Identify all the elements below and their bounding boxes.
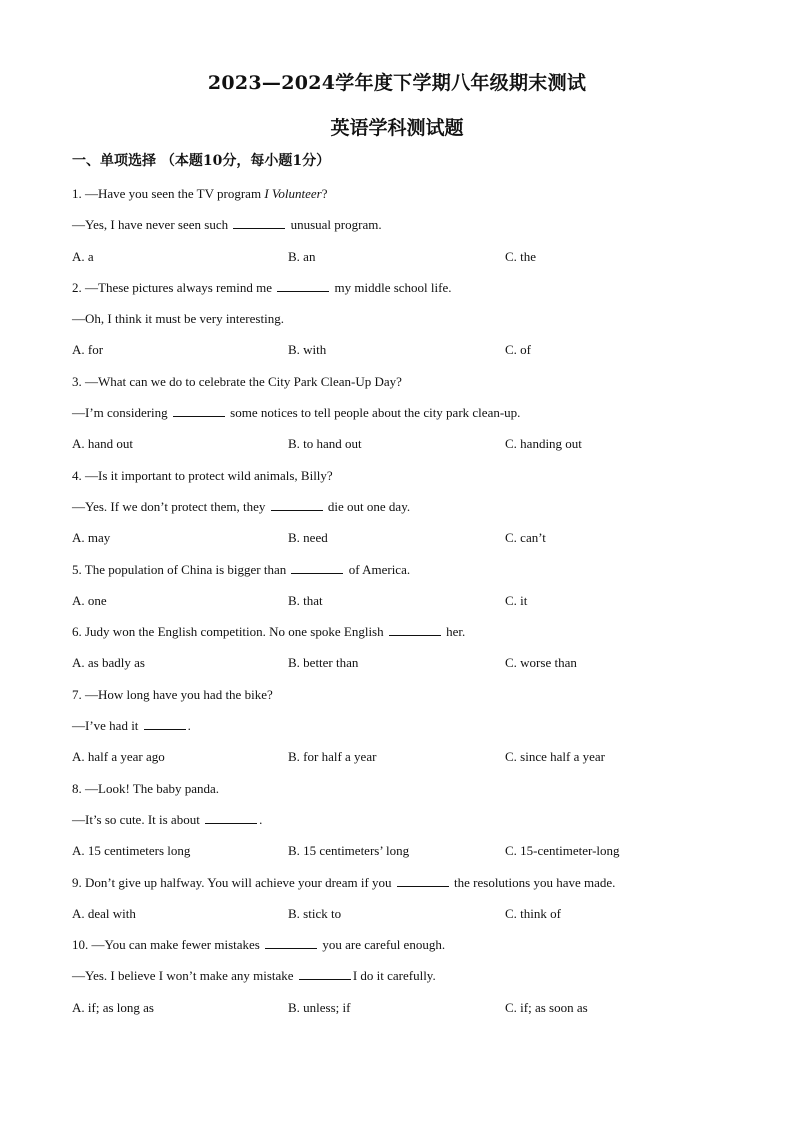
option-b: B. 15 centimeters’ long — [288, 843, 410, 859]
option-c: C. can’t — [505, 530, 546, 546]
answer-options — [72, 241, 732, 272]
question-text: —I’ve had it — [72, 718, 142, 734]
option-c: C. think of — [505, 905, 561, 921]
question-line — [72, 960, 732, 991]
question-line — [72, 554, 732, 585]
question-line — [72, 272, 732, 303]
question-text: 3. —What can we do to celebrate the City Park Clean-Up Day? — [72, 373, 402, 389]
answer-options — [72, 334, 732, 365]
answer-options — [72, 522, 732, 553]
option-c: C. the — [505, 248, 537, 264]
question-text: 4. —Is it important to protect wild animals, Billy? — [72, 467, 333, 483]
question-text: —Oh, I think it must be very interesting. — [72, 311, 284, 327]
option-a: A. one — [72, 592, 107, 608]
question-line — [72, 679, 732, 710]
question-4 — [72, 460, 732, 554]
question-text: 2. —These pictures always remind me — [72, 279, 276, 295]
option-a: A. hand out — [72, 436, 134, 452]
answer-options — [72, 585, 732, 616]
option-b: B. with — [288, 342, 327, 358]
answer-blank — [271, 498, 323, 511]
question-text: —I’m considering — [72, 405, 171, 421]
question-text: my middle school life. — [331, 279, 452, 295]
option-a: A. if; as long as — [72, 999, 154, 1015]
answer-blank — [144, 717, 186, 730]
question-text: ? — [321, 186, 328, 201]
answer-blank — [299, 967, 351, 980]
question-line — [72, 397, 732, 428]
question-line — [72, 929, 732, 960]
answer-options — [72, 898, 732, 929]
option-c: C. handing out — [505, 436, 582, 452]
question-text: —Yes. I believe I won’t make any mistake — [72, 968, 297, 984]
option-b: B. an — [288, 248, 316, 264]
option-b: B. for half a year — [288, 749, 377, 765]
option-a: A. half a year ago — [72, 749, 165, 765]
answer-blank — [277, 279, 329, 292]
option-b: B. that — [288, 592, 323, 608]
option-c: C. since half a year — [505, 749, 605, 765]
question-text: I do it carefully. — [352, 968, 436, 984]
exam-subtitle: 英语学科测试题 — [330, 117, 464, 139]
option-a: A. deal with — [72, 905, 136, 921]
question-3 — [72, 366, 732, 460]
option-b: B. unless; if — [288, 999, 351, 1015]
option-b: B. to hand out — [288, 436, 362, 452]
question-5 — [72, 554, 732, 617]
program-title: I Volunteer — [264, 186, 322, 201]
option-a: A. may — [72, 530, 111, 546]
question-text: 6. Judy won the English competition. No one spoke English — [72, 624, 387, 640]
question-8 — [72, 773, 732, 867]
answer-blank — [233, 216, 285, 229]
option-a: A. a — [72, 248, 94, 264]
question-text: . — [259, 811, 263, 827]
answer-blank — [173, 404, 225, 417]
question-1 — [72, 178, 732, 272]
question-text: die out one day. — [324, 498, 411, 514]
question-10 — [72, 929, 732, 1023]
question-text: some notices to tell people about the city park clean-up. — [226, 405, 521, 421]
question-2 — [72, 272, 732, 366]
question-text: 1. —Have you seen the TV program — [72, 186, 265, 201]
question-text: 5. The population of China is bigger than — [72, 561, 290, 577]
question-text: of America. — [345, 561, 411, 577]
answer-options — [72, 741, 732, 772]
question-7 — [72, 679, 732, 773]
question-line — [72, 773, 732, 804]
answer-blank — [291, 561, 343, 574]
exam-title: 2023—2024学年度下学期八年级期末测试 — [207, 72, 587, 94]
question-line — [72, 867, 732, 898]
question-text: her. — [442, 624, 466, 640]
option-c: C. 15-centimeter-long — [505, 843, 620, 859]
answer-options — [72, 647, 732, 678]
question-line — [72, 616, 732, 647]
question-text: 7. —How long have you had the bike? — [72, 686, 273, 702]
question-text: 9. Don’t give up halfway. You will achieve your dream if you — [72, 874, 395, 890]
answer-blank — [265, 936, 317, 949]
question-line — [72, 303, 732, 334]
answer-options — [72, 992, 732, 1023]
question-text: 10. —You can make fewer mistakes — [72, 937, 264, 953]
question-6 — [72, 616, 732, 679]
answer-blank — [389, 623, 441, 636]
question-text: unusual program. — [287, 217, 382, 233]
question-line — [72, 710, 732, 741]
question-line — [72, 491, 732, 522]
question-line — [72, 804, 732, 835]
option-a: A. as badly as — [72, 655, 145, 671]
question-text: the resolutions you have made. — [450, 874, 616, 890]
question-line — [72, 209, 732, 240]
question-text: . — [187, 718, 191, 734]
option-b: B. stick to — [288, 905, 342, 921]
answer-options — [72, 428, 732, 459]
question-line — [72, 366, 732, 397]
option-b: B. need — [288, 530, 328, 546]
section-heading: 一、单项选择 （本题10分，每小题1分） — [72, 153, 331, 169]
question-line — [72, 460, 732, 491]
question-text: —Yes. If we don’t protect them, they — [72, 498, 269, 514]
question-9 — [72, 867, 732, 930]
option-c: C. worse than — [505, 655, 577, 671]
question-line — [72, 178, 732, 209]
option-a: A. for — [72, 342, 104, 358]
option-b: B. better than — [288, 655, 359, 671]
option-c: C. if; as soon as — [505, 999, 588, 1015]
option-a: A. 15 centimeters long — [72, 843, 191, 859]
question-text: —Yes, I have never seen such — [72, 217, 232, 233]
question-text: you are careful enough. — [319, 937, 446, 953]
answer-options — [72, 835, 732, 866]
option-c: C. of — [505, 342, 531, 358]
question-list — [72, 178, 732, 1023]
answer-blank — [205, 811, 257, 824]
option-c: C. it — [505, 592, 528, 608]
answer-blank — [397, 874, 449, 887]
question-text: —It’s so cute. It is about — [72, 811, 204, 827]
question-text: 8. —Look! The baby panda. — [72, 780, 220, 796]
